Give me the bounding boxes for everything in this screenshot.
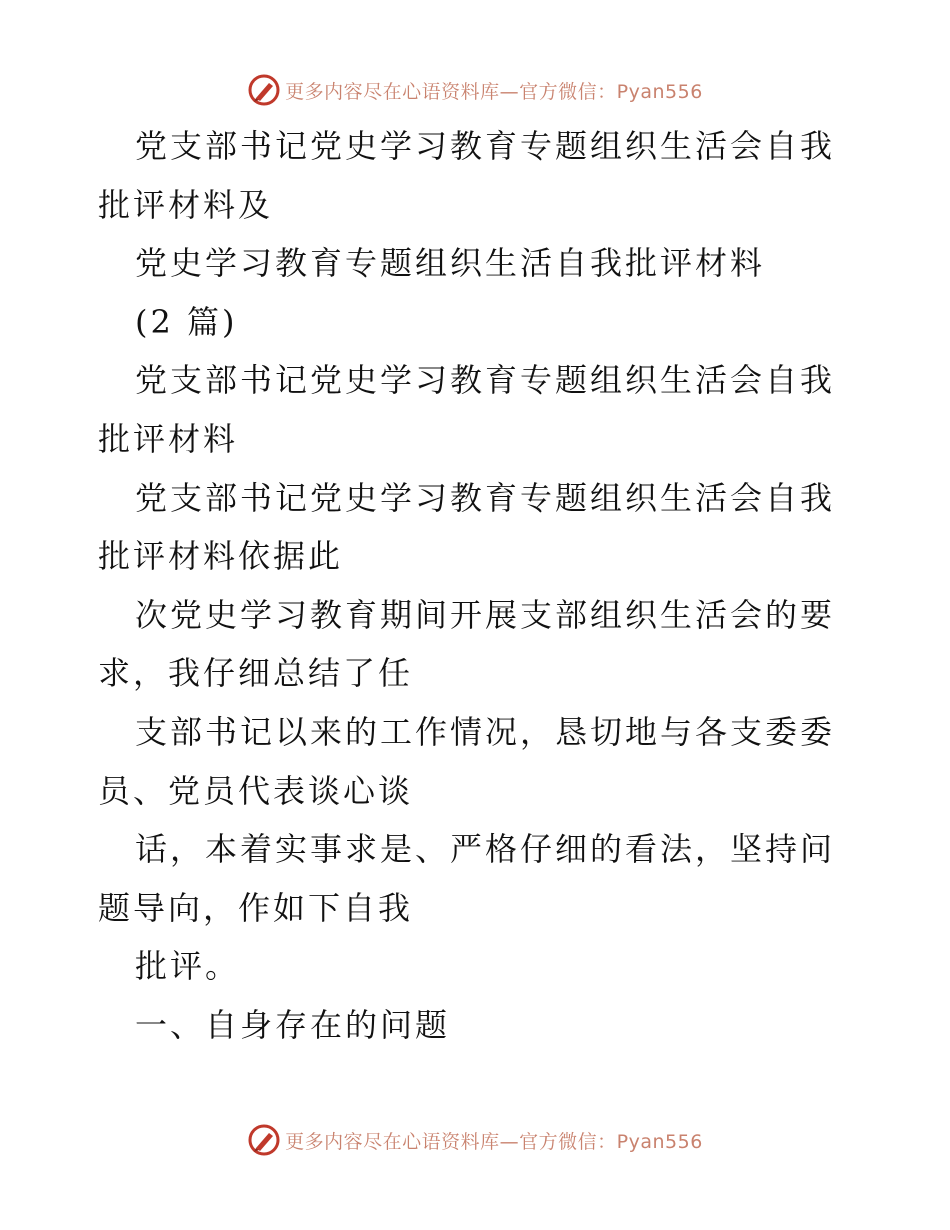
paragraph: 党史学习教育专题组织生活自我批评材料 (135, 244, 766, 283)
footer-banner-text: 更多内容尽在心语资料库—官方微信：Pyan556 (285, 1130, 703, 1153)
footer-banner (0, 1120, 950, 1160)
pen-logo-icon (247, 73, 281, 107)
pen-logo-icon (247, 1123, 281, 1157)
document-body (98, 117, 858, 1055)
paragraph: 党支部书记党史学习教育专题组织生活会自我批评材料依据此 (98, 478, 836, 576)
paragraph: 党支部书记党史学习教育专题组织生活会自我批评材料 (98, 361, 836, 458)
header-banner-text: 更多内容尽在心语资料库—官方微信：Pyan556 (285, 80, 703, 103)
section-heading: 一、自身存在的问题 (135, 1005, 451, 1044)
paragraph: 批评。 (135, 947, 241, 986)
paragraph: 次党史学习教育期间开展支部组织生活会的要求，我仔细总结了任 (98, 595, 836, 693)
header-banner (0, 70, 950, 110)
paragraph: (2 篇) (135, 302, 238, 341)
paragraph: 支部书记以来的工作情况，恳切地与各支委委员、党员代表谈心谈 (98, 712, 836, 810)
paragraph: 党支部书记党史学习教育专题组织生活会自我批评材料及 (98, 127, 836, 224)
paragraph: 话，本着实事求是、严格仔细的看法，坚持问题导向，作如下自我 (98, 830, 836, 927)
